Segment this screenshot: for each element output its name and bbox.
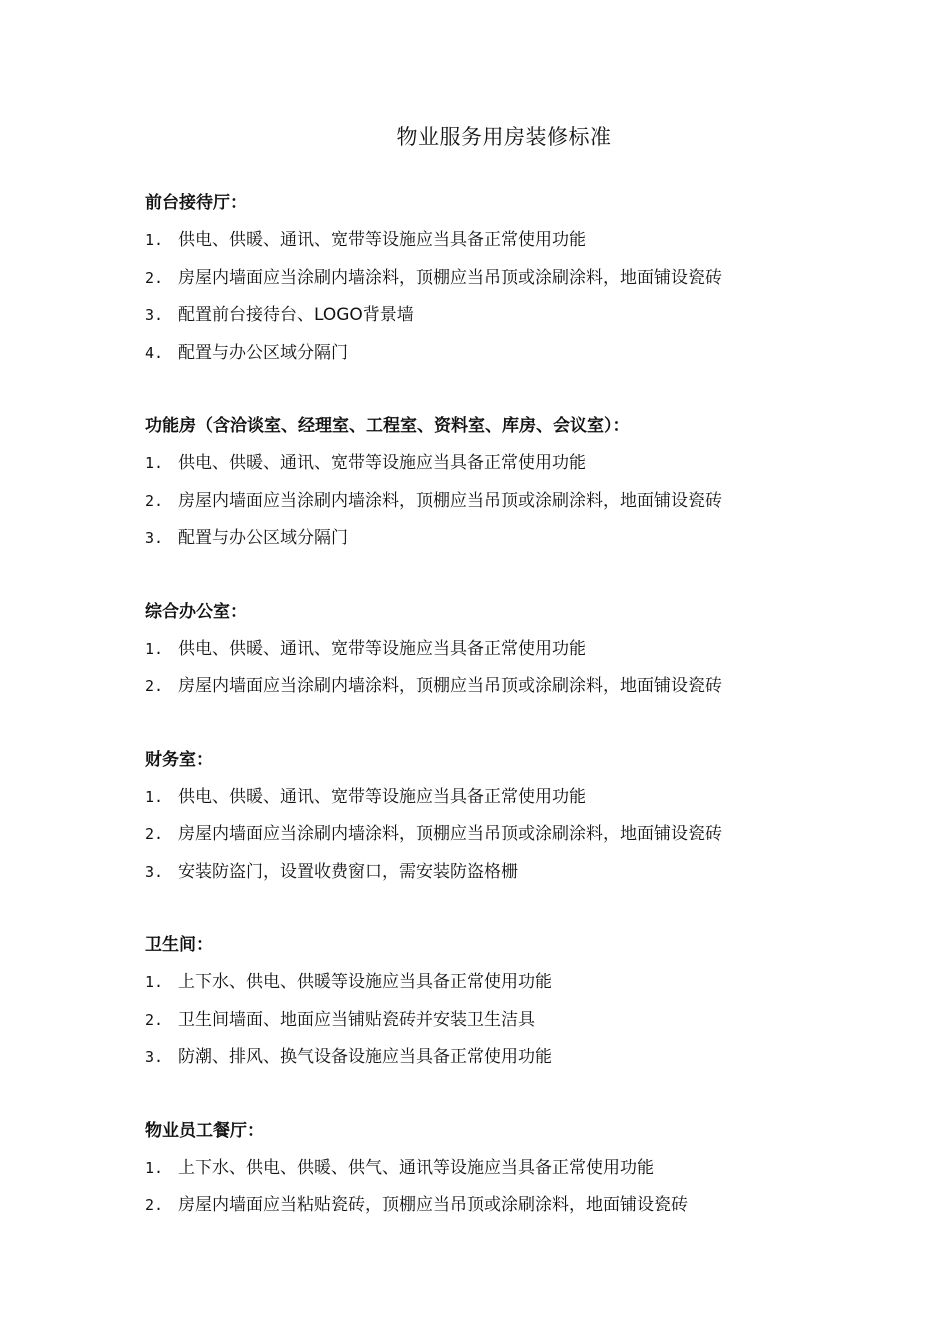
list-item	[145, 483, 850, 521]
list-item	[145, 1002, 850, 1040]
item-text: 配置与办公区域分隔门	[178, 342, 348, 363]
item-text: 配置前台接待台、LOGO背景墙	[178, 305, 414, 325]
list-item	[145, 1039, 850, 1077]
item-text: 卫生间墙面、地面应当铺贴瓷砖并安装卫生洁具	[178, 1009, 535, 1030]
section-heading: 物业员工餐厅：	[145, 1120, 264, 1141]
section-restroom	[145, 926, 850, 1077]
item-text: 上下水、供电、供暖等设施应当具备正常使用功能	[178, 972, 552, 992]
item-text: 房屋内墙面应当粘贴瓷砖，顶棚应当吊顶或涂刷涂料，地面铺设瓷砖	[178, 1195, 688, 1215]
item-number: 1.	[145, 231, 164, 249]
item-text: 供电、供暖、通讯、宽带等设施应当具备正常使用功能	[178, 453, 586, 473]
item-number: 2.	[145, 268, 164, 287]
list-item	[145, 854, 850, 892]
item-text: 供电、供暖、通讯、宽带等设施应当具备正常使用功能	[178, 786, 586, 807]
list-item	[145, 816, 850, 854]
item-text: 房屋内墙面应当涂刷内墙涂料，顶棚应当吊顶或涂刷涂料，地面铺设瓷砖	[178, 490, 722, 511]
section-heading: 卫生间：	[145, 935, 213, 955]
section-general-office	[145, 593, 850, 706]
item-text: 房屋内墙面应当涂刷内墙涂料，顶棚应当吊顶或涂刷涂料，地面铺设瓷砖	[178, 824, 722, 844]
item-text: 安装防盗门，设置收费窗口，需安装防盗格栅	[178, 861, 518, 882]
item-text: 供电、供暖、通讯、宽带等设施应当具备正常使用功能	[178, 638, 586, 659]
item-text: 防潮、排风、换气设备设施应当具备正常使用功能	[178, 1047, 552, 1067]
item-number: 3.	[145, 529, 164, 547]
section-staff-canteen	[145, 1112, 850, 1225]
list-item	[145, 445, 850, 483]
list-item	[145, 520, 850, 558]
section-reception	[145, 184, 850, 372]
list-item	[145, 1187, 850, 1225]
item-number: 2.	[145, 825, 164, 843]
list-item	[145, 964, 850, 1002]
document-title: 物业服务用房装修标准	[396, 125, 612, 149]
item-number: 3.	[145, 862, 164, 881]
list-item	[145, 631, 850, 669]
item-text: 上下水、供电、供暖、供气、通讯等设施应当具备正常使用功能	[178, 1157, 654, 1178]
item-number: 1.	[145, 787, 164, 806]
item-number: 3.	[145, 306, 164, 324]
item-number: 2.	[145, 1010, 164, 1029]
item-number: 4.	[145, 343, 164, 362]
list-item	[145, 335, 850, 373]
item-text: 供电、供暖、通讯、宽带等设施应当具备正常使用功能	[178, 230, 586, 250]
item-text: 房屋内墙面应当涂刷内墙涂料，顶棚应当吊顶或涂刷涂料，地面铺设瓷砖	[178, 676, 722, 696]
item-number: 2.	[145, 491, 164, 510]
item-number: 2.	[145, 1196, 164, 1214]
section-heading: 综合办公室：	[145, 601, 247, 622]
list-item	[145, 779, 850, 817]
list-item	[145, 260, 850, 298]
list-item	[145, 668, 850, 706]
item-text: 配置与办公区域分隔门	[178, 528, 348, 548]
section-heading: 功能房（含洽谈室、经理室、工程室、资料室、库房、会议室）：	[145, 416, 630, 436]
item-number: 1.	[145, 973, 164, 991]
item-number: 1.	[145, 1158, 164, 1177]
item-text: 房屋内墙面应当涂刷内墙涂料，顶棚应当吊顶或涂刷涂料，地面铺设瓷砖	[178, 267, 722, 288]
section-finance-room	[145, 741, 850, 892]
list-item	[145, 297, 850, 335]
list-item	[145, 222, 850, 260]
section-heading: 财务室：	[145, 749, 213, 770]
item-number: 3.	[145, 1048, 164, 1066]
section-heading: 前台接待厅：	[145, 193, 247, 213]
list-item	[145, 1150, 850, 1188]
item-number: 2.	[145, 677, 164, 695]
section-function-rooms	[145, 407, 850, 558]
item-number: 1.	[145, 454, 164, 472]
item-number: 1.	[145, 639, 164, 658]
